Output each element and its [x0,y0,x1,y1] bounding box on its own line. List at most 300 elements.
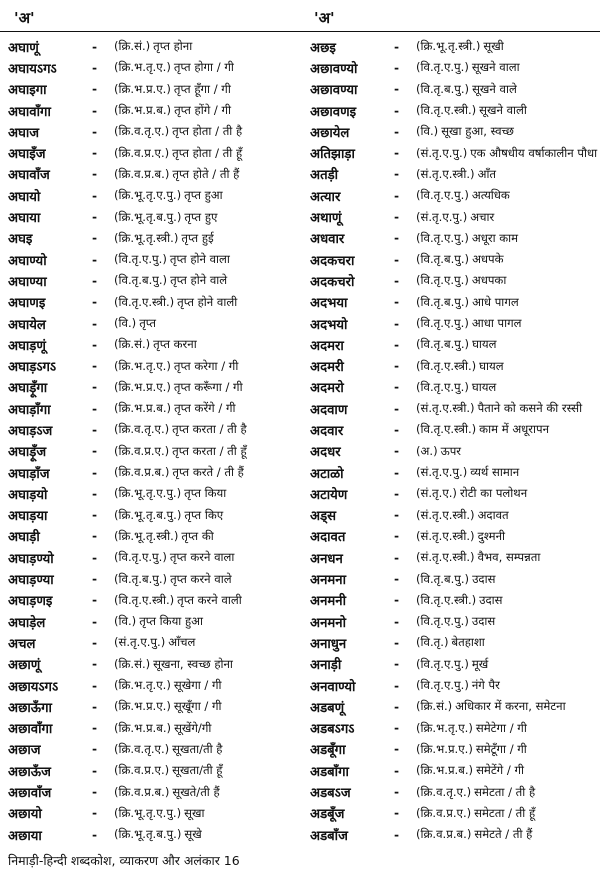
grammar-abbreviation: (क्रि.भू.तृ.ब.पु.) [114,209,182,224]
entry-dash: - [394,806,400,821]
headword: अनाड़ी [310,658,342,674]
grammar-abbreviation: (क्रि.भ.प्र.ब.) [416,763,474,778]
grammar-abbreviation: (वि.तृ.ए.स्त्री.) [416,592,477,607]
dictionary-entry [8,547,308,568]
dictionary-entry [310,760,600,781]
grammar-abbreviation: (वि.तृ.ब.पु.) [416,337,470,352]
entry-dash: - [92,465,98,480]
meaning: आँचल [168,635,196,650]
headword: अघाड़ी [8,530,40,546]
meaning: सूखे [184,827,202,842]
entry-dash: - [92,295,98,310]
headword: अघाया [8,211,41,227]
grammar-abbreviation: (क्रि.भ.प्र.ब.) [114,401,172,416]
meaning: तृप्त की [181,528,214,543]
dictionary-entry [8,121,308,142]
meaning: तृप्त किए [184,507,224,522]
dictionary-entry [310,398,600,419]
entry-dash: - [394,742,400,757]
grammar-abbreviation: (क्रि.व.प्र.ए.) [114,145,170,160]
dictionary-entry [8,505,308,526]
meaning: तृप्त होता / ती हूँ [172,145,243,160]
headword: अदमरा [310,338,344,354]
entry-dash: - [92,401,98,416]
dictionary-entry [310,313,600,334]
entry-dash: - [394,231,400,246]
dictionary-entry [8,526,308,547]
meaning: अधिकार में करना, समेटना [455,699,566,714]
headword: अघाड़ूँज [8,445,47,461]
entry-dash: - [92,103,98,118]
grammar-abbreviation: (वि.तृ.ब.पु.) [416,294,470,309]
headword: अघइ [8,232,33,248]
dictionary-entry [310,57,600,78]
headword: अदभया [310,296,348,312]
dictionary-entry [310,739,600,760]
meaning: तृप्त होने वाले [170,273,228,288]
entry-dash: - [92,763,98,778]
grammar-abbreviation: (वि.तृ.ए.स्त्री.) [416,358,477,373]
grammar-abbreviation: (क्रि.भ.प्र.ए.) [114,379,171,394]
entry-dash: - [394,316,400,331]
headword: अछावाँगा [8,722,53,738]
meaning: पैताने को कसने की रस्सी [477,401,583,416]
meaning: समेटते / ती हैं [474,827,533,842]
dictionary-entry [310,100,600,121]
meaning: मूर्ख [471,656,489,671]
meaning: सूखने वाली [479,103,527,118]
meaning: आँत [477,166,497,181]
dictionary-entry [8,79,308,100]
dictionary-entry [310,718,600,739]
headword: अदमरी [310,360,344,376]
grammar-abbreviation: (वि.) [114,316,137,330]
dictionary-entry [8,142,308,163]
dictionary-entry [310,121,600,142]
meaning: तृप्त हुए [184,209,218,224]
entry-dash: - [394,188,400,203]
dictionary-entry [310,334,600,355]
headword: अछावण्या [310,83,358,99]
headword: अघाड़यो [8,487,48,503]
grammar-abbreviation: (क्रि.भू.तृ.ए.पु.) [114,805,182,820]
dictionary-entry [310,206,600,227]
headword: अघायऽगऽ [8,61,57,77]
entry-dash: - [394,295,400,310]
dictionary-entry [310,526,600,547]
left-entry-column [8,36,308,845]
headword: अदवाण [310,402,348,418]
meaning: तृप्त हुआ [184,188,223,203]
dictionary-entry [310,355,600,376]
entry-dash: - [92,252,98,267]
entry-dash: - [394,593,400,608]
meaning: तृप्त करने वाला [169,550,235,565]
meaning: समेटता / ती है [474,784,536,799]
grammar-abbreviation: (क्रि.भू.तृ.ब.पु.) [114,827,182,842]
entry-dash: - [92,273,98,288]
grammar-abbreviation: (वि.तृ.ए.पु.) [416,316,469,330]
grammar-abbreviation: (क्रि.भ.प्र.ए.) [114,699,171,714]
grammar-abbreviation: (क्रि.व.प्र.ए.) [114,443,170,458]
entry-dash: - [92,635,98,650]
entry-dash: - [394,210,400,225]
entry-dash: - [92,657,98,672]
headword: अछावाँज [8,786,52,802]
meaning: तृप्त होगा / गी [173,60,234,75]
grammar-abbreviation: (वि.तृ.ब.पु.) [416,571,470,586]
dictionary-entry [8,632,308,653]
entry-dash: - [394,508,400,523]
headword: अघाड़ऽगऽ [8,360,57,376]
meaning: सूखेंगे/गी [174,720,212,735]
entry-dash: - [92,742,98,757]
entry-dash: - [394,572,400,587]
meaning: सूखूँगा / गी [173,699,222,714]
dictionary-entry [310,781,600,802]
meaning: दुश्मनी [477,528,506,543]
headword: अनमनो [310,615,347,631]
entry-dash: - [92,806,98,821]
entry-dash: - [92,337,98,352]
meaning: वैभव, सम्पन्नता [477,550,541,565]
headword: अछाणूं [8,658,41,674]
meaning: तृप्त करता / ती हूँ [172,443,247,458]
headword: अडबाँज [310,828,348,844]
headword: अघाइगा [8,83,47,99]
headword: अदभयो [310,317,348,333]
meaning: तृप्त करेंगे / गी [174,401,236,416]
grammar-abbreviation: (वि.) [416,124,439,139]
meaning: तृप्त होने वाला [169,252,230,267]
entry-dash: - [394,146,400,161]
grammar-abbreviation: (वि.तृ.ए.पु.) [416,656,469,671]
grammar-abbreviation: (सं.तृ.ए.पु.) [416,145,468,160]
dictionary-entry [8,739,308,760]
dictionary-entry [8,419,308,440]
meaning: तृप्त होने वाली [177,294,238,309]
grammar-abbreviation: (वि.तृ.ए.पु.) [114,550,167,565]
grammar-abbreviation: (क्रि.व.प्र.ए.) [416,805,472,820]
meaning: तृप्त करेगा / गी [173,358,239,373]
grammar-abbreviation: (वि.तृ.ब.पु.) [114,273,168,288]
dictionary-entry [8,568,308,589]
dictionary-entry [310,249,600,270]
dictionary-entry [8,249,308,270]
meaning: सूखने वाले [472,81,517,96]
grammar-abbreviation: (क्रि.भू.तृ.ब.पु.) [114,507,182,522]
entry-dash: - [92,231,98,246]
headword: अदावत [310,530,346,546]
header-divider [0,31,600,32]
grammar-abbreviation: (सं.तृ.ए.स्त्री.) [416,528,475,543]
entry-dash: - [92,444,98,459]
entry-dash: - [92,359,98,374]
dictionary-entry [310,36,600,57]
entry-dash: - [92,422,98,437]
dictionary-entry [8,462,308,483]
dictionary-entry [310,79,600,100]
grammar-abbreviation: (क्रि.भू.तृ.स्त्री.) [114,230,179,245]
grammar-abbreviation: (वि.तृ.) [416,635,449,650]
entry-dash: - [394,359,400,374]
dictionary-entry [8,696,308,717]
meaning: समेटेगा / गी [475,720,527,735]
meaning: समेटूँगा / गी [475,741,527,756]
headword: अछाया [8,828,42,844]
dictionary-entry [8,270,308,291]
grammar-abbreviation: (क्रि.भ.प्र.ब.) [114,103,172,118]
entry-dash: - [92,210,98,225]
dictionary-entry [310,292,600,313]
grammar-abbreviation: (वि.तृ.ब.पु.) [416,252,470,267]
headword: अदधर [310,445,341,461]
entry-dash: - [92,785,98,800]
grammar-abbreviation: (क्रि.भ.प्र.ब.) [114,720,172,735]
grammar-abbreviation: (क्रि.सं.) [114,656,151,671]
entry-dash: - [394,785,400,800]
headword: अघाणूं [8,40,39,56]
grammar-abbreviation: (वि.तृ.ब.पु.) [416,81,470,96]
meaning: तृप्त होते / ती हैं [172,166,240,181]
meaning: सूखी [483,39,504,54]
meaning: सूखता/ती हूँ [172,763,223,778]
dictionary-entry [8,611,308,632]
dictionary-entry [310,377,600,398]
headword: अनधन [310,551,343,567]
grammar-abbreviation: (वि.तृ.ए.स्त्री.) [416,422,477,437]
headword: अड्स [310,509,337,525]
grammar-abbreviation: (क्रि.भू.तृ.ए.पु.) [114,486,182,501]
grammar-abbreviation: (क्रि.व.तृ.ए.) [114,741,170,756]
dictionary-entry [8,36,308,57]
dictionary-entry [310,228,600,249]
entry-dash: - [394,657,400,672]
dictionary-entry [8,803,308,824]
dictionary-entry [8,228,308,249]
entry-dash: - [394,103,400,118]
entry-dash: - [92,550,98,565]
dictionary-entry [8,760,308,781]
grammar-abbreviation: (वि.) [114,614,137,629]
grammar-abbreviation: (क्रि.सं.) [416,699,453,714]
headword: अघाड़णइ [8,594,53,610]
meaning: तृप्त करना [153,337,197,352]
headword: अनाधुन [310,636,347,652]
entry-dash: - [92,146,98,161]
grammar-abbreviation: (क्रि.व.प्र.ब.) [416,827,472,842]
entry-dash: - [92,678,98,693]
grammar-abbreviation: (क्रि.व.तृ.ए.) [114,124,170,139]
grammar-abbreviation: (क्रि.व.प्र.ए.) [114,763,170,778]
grammar-abbreviation: (क्रि.व.प्र.ब.) [114,465,170,480]
headword: अघायेल [8,317,46,333]
grammar-abbreviation: (क्रि.भ.तृ.ए.) [114,358,171,373]
entry-dash: - [394,82,400,97]
grammar-abbreviation: (वि.तृ.ए.पु.) [416,230,469,245]
dictionary-entry [310,142,600,163]
entry-dash: - [92,124,98,139]
meaning: आधा पागल [471,316,522,330]
grammar-abbreviation: (वि.तृ.ए.स्त्री.) [114,294,175,309]
headword: अघाड़ण्या [8,573,54,589]
headword: अघाणइ [8,296,46,312]
meaning: नंगे पैर [471,678,500,693]
meaning: घायल [479,358,504,373]
entry-dash: - [394,721,400,736]
entry-dash: - [92,316,98,331]
grammar-abbreviation: (वि.तृ.ए.स्त्री.) [114,592,175,607]
headword: अदकचरो [310,274,355,290]
entry-dash: - [394,273,400,288]
entry-dash: - [394,550,400,565]
meaning: घायल [472,337,497,352]
grammar-abbreviation: (वि.तृ.ए.पु.) [114,252,167,267]
meaning: रोटी का पलोथन [459,486,528,501]
headword: अघाज [8,125,40,141]
headword: अटाळो [310,466,344,482]
headword: अथाणूं [310,211,342,227]
meaning: तृप्त होंगे / गी [174,103,232,118]
meaning: तृप्त हुई [181,230,214,245]
grammar-abbreviation: (वि.तृ.ए.पु.) [416,678,469,693]
headword: अडबूँज [310,807,345,823]
meaning: ऊपर [440,443,462,458]
headword: अतिझाड़ा [310,147,355,163]
right-column-letter-heading: 'अ' [314,9,335,27]
entry-dash: - [394,380,400,395]
meaning: तृप्त होता / ती है [172,124,243,139]
meaning: घायल [471,379,497,394]
meaning: सूखता/ती है [172,741,223,756]
dictionary-entry [310,441,600,462]
meaning: तृप्त होना [153,39,193,54]
meaning: सूखने वाला [471,60,520,75]
dictionary-entry [310,696,600,717]
entry-dash: - [92,82,98,97]
dictionary-entry [8,313,308,334]
grammar-abbreviation: (सं.तृ.ए.स्त्री.) [416,166,475,181]
headword: अडबूँगा [310,743,346,759]
dictionary-entry [310,505,600,526]
grammar-abbreviation: (सं.तृ.ए.स्त्री.) [416,507,475,522]
headword: अडबऽगऽ [310,722,355,738]
dictionary-entry [310,185,600,206]
grammar-abbreviation: (वि.तृ.ए.पु.) [416,273,469,288]
grammar-abbreviation: (वि.तृ.ए.पु.) [416,188,469,203]
headword: अदकचरा [310,253,355,269]
entry-dash: - [394,486,400,501]
meaning: काम में अधूरापन [479,422,550,437]
grammar-abbreviation: (क्रि.व.प्र.ब.) [114,166,170,181]
entry-dash: - [92,721,98,736]
headword: अचल [8,636,36,652]
dictionary-entry [8,334,308,355]
left-column-letter-heading: 'अ' [14,9,35,27]
grammar-abbreviation: (सं.तृ.ए.पु.) [416,465,468,480]
headword: अछावणइ [310,104,357,120]
dictionary-entry [310,483,600,504]
dictionary-entry [310,675,600,696]
dictionary-entry [8,57,308,78]
page-footer: निमाड़ी-हिन्दी शब्दकोश, व्याकरण और अलंकार 16 [8,853,240,868]
headword: अघाड़ऽज [8,423,53,439]
headword: अघाड़ण्यो [8,551,54,567]
meaning: सूखेगा / गी [173,678,222,693]
entry-dash: - [394,465,400,480]
dictionary-entry [8,441,308,462]
headword: अनमना [310,573,347,589]
headword: अडबणूं [310,700,345,716]
meaning: अचार [470,209,495,224]
right-entry-column [310,36,600,845]
entry-dash: - [394,401,400,416]
grammar-abbreviation: (सं.तृ.ए.स्त्री.) [416,401,475,416]
headword: अछायऽगऽ [8,679,59,695]
grammar-abbreviation: (क्रि.भ.प्र.ए.) [114,81,171,96]
headword: अछायो [8,807,42,823]
dictionary-entry [310,632,600,653]
grammar-abbreviation: (वि.तृ.ए.पु.) [416,60,469,75]
headword: अदवार [310,423,344,439]
meaning: समेटता / ती हूँ [474,805,536,820]
headword: अछाऊँज [8,764,51,780]
dictionary-entry [310,462,600,483]
dictionary-entry [8,824,308,845]
entry-dash: - [92,167,98,182]
headword: अतड़ी [310,168,339,184]
dictionary-entry [8,483,308,504]
grammar-abbreviation: (वि.तृ.ए.पु.) [416,614,469,629]
dictionary-entry [310,270,600,291]
headword: अडबाँगा [310,764,349,780]
entry-dash: - [394,678,400,693]
headword: अघाड़ूँगा [8,381,48,397]
grammar-abbreviation: (क्रि.भ.प्र.ए.) [416,741,473,756]
grammar-abbreviation: (वि.तृ.ब.पु.) [114,571,168,586]
entry-dash: - [394,252,400,267]
dictionary-entry [310,590,600,611]
meaning: अदावत [477,507,509,522]
headword: अछायेल [310,125,350,141]
entry-dash: - [92,39,98,54]
dictionary-entry [310,654,600,675]
meaning: अत्यधिक [471,188,510,203]
headword: अडबऽज [310,786,351,802]
entry-dash: - [394,167,400,182]
dictionary-entry [310,568,600,589]
dictionary-entry [8,675,308,696]
meaning: बेतहाशा [451,635,485,650]
meaning: समेटेंगे / गी [476,763,525,778]
dictionary-entry [8,185,308,206]
entry-dash: - [92,508,98,523]
entry-dash: - [394,60,400,75]
headword: अछाज [8,743,41,759]
meaning: अधपके [472,252,504,267]
dictionary-entry [8,718,308,739]
dictionary-entry [8,164,308,185]
entry-dash: - [92,593,98,608]
entry-dash: - [394,444,400,459]
headword: अघाड़ेल [8,615,46,631]
grammar-abbreviation: (सं.तृ.ए.) [416,486,457,501]
entry-dash: - [92,614,98,629]
headword: अघाइँज [8,147,46,163]
dictionary-entry [8,355,308,376]
entry-dash: - [394,422,400,437]
dictionary-entry [310,547,600,568]
